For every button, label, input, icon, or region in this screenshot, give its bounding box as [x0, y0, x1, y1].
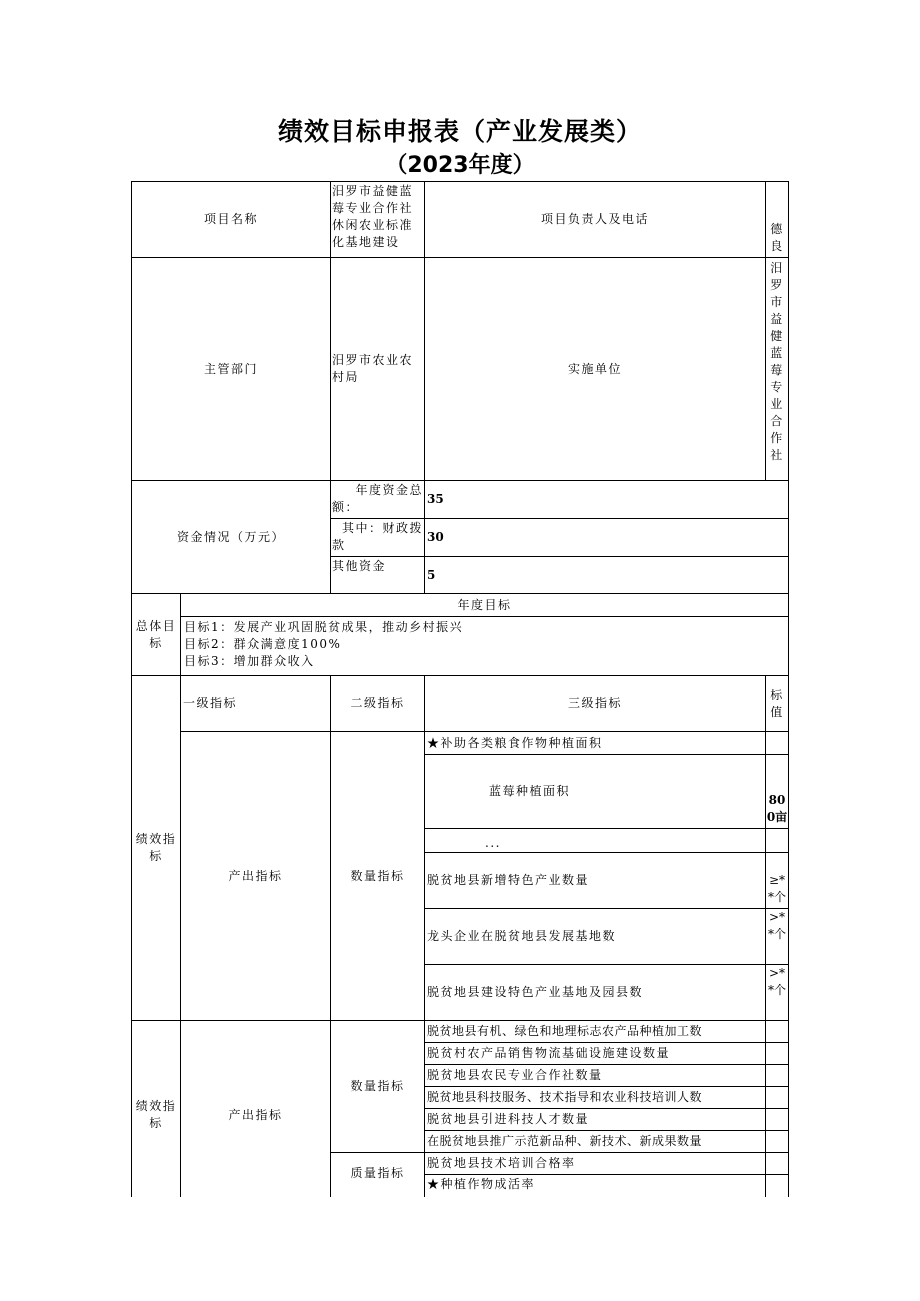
level2-quantity-2: 数量指标: [330, 1020, 425, 1153]
impl-value: 汨罗市益健蓝莓专业合作社: [765, 257, 789, 481]
funds-total-number: 35: [427, 492, 444, 506]
p1-row-1-value: [765, 731, 789, 755]
dept-label: 主管部门: [131, 257, 331, 481]
project-name-label: 项目名称: [131, 181, 331, 258]
level2-quantity-1: 数量指标: [330, 731, 425, 1021]
goal-2-key: 目标2：: [184, 637, 234, 651]
funds-fiscal-number: 30: [427, 530, 444, 544]
p2-quality-row-1-value: [765, 1152, 789, 1175]
funds-total-label: 年度资金总额：: [330, 480, 425, 519]
p2-row-2-value: [765, 1042, 789, 1065]
p2-row-6-value: [765, 1130, 789, 1153]
goal-3-key: 目标3：: [184, 654, 234, 668]
p1-row-4-text: 脱贫地县新增特色产业数量: [424, 852, 766, 909]
col-level1-header: 一级指标: [180, 675, 331, 732]
goals-list: [180, 616, 789, 676]
p1-row-3-value: [765, 828, 789, 853]
funds-other-number: 5: [427, 567, 436, 582]
goal-2-text: 群众满意度100%: [233, 637, 342, 651]
p1-row-5-text: 龙头企业在脱贫地县发展基地数: [424, 908, 766, 965]
funds-label: 资金情况（万元）: [131, 480, 331, 594]
perf-label-2: 绩效指标: [131, 1020, 181, 1210]
p2-row-6-text: 在脱贫地县推广示范新品种、新技术、新成果数量: [424, 1130, 766, 1153]
level1-output-1: 产出指标: [180, 731, 331, 1021]
col-level2-header: 二级指标: [330, 675, 425, 732]
p2-quality-row-2-text: ★种植作物成活率: [424, 1174, 766, 1210]
p2-row-3-value: [765, 1064, 789, 1087]
goal-3: [184, 653, 785, 670]
goal-1-text: 发展产业巩固脱贫成果，推动乡村振兴: [233, 620, 464, 634]
funds-fiscal-label: 其中：财政拨款: [330, 518, 425, 557]
p2-row-4-text: 脱贫地县科技服务、技术指导和农业科技培训人数: [424, 1086, 766, 1109]
p1-row-3-text: ...: [424, 828, 766, 853]
goal-3-text: 增加群众收入: [233, 654, 315, 668]
p2-row-1-text: 脱贫地县有机、绿色和地理标志农产品种植加工数: [424, 1020, 766, 1043]
p1-row-5-value: >**个: [765, 908, 789, 965]
funds-fiscal-value: [424, 518, 789, 557]
goal-1: [184, 619, 785, 636]
funds-other-value: [424, 556, 789, 594]
p1-row-6-text: 脱贫地县建设特色产业基地及园县数: [424, 964, 766, 1021]
dept-value: 汨罗市农业农村局: [330, 257, 425, 481]
p1-row-6-value: >**个: [765, 964, 789, 1021]
page-bottom-margin: [0, 1197, 920, 1301]
col-level3-header: 三级指标: [424, 675, 766, 732]
perf-label-1: 绩效指标: [131, 675, 181, 1021]
p2-row-4-value: [765, 1086, 789, 1109]
funds-total-value: [424, 480, 789, 519]
document-title: 绩效目标申报表（产业发展类）: [277, 117, 642, 146]
overall-label: 总体目标: [131, 593, 181, 676]
p2-row-2-text: 脱贫村农产品销售物流基础设施建设数量: [424, 1042, 766, 1065]
funds-other-label: 其他资金: [330, 556, 425, 594]
impl-label: 实施单位: [424, 257, 766, 481]
p1-row-4-value: ≥**个: [765, 852, 789, 909]
p1-row-1-text: ★补助各类粮食作物种植面积: [424, 731, 766, 755]
level2-quality: 质量指标: [330, 1152, 425, 1210]
owner-label: 项目负责人及电话: [424, 181, 766, 258]
p1-row-2-text: 蓝莓种植面积: [424, 754, 766, 829]
col-value-header: 标值: [765, 675, 789, 732]
p1-row-2-value: 800亩: [765, 754, 789, 829]
p2-quality-row-1-text: 脱贫地县技术培训合格率: [424, 1152, 766, 1175]
p2-row-1-value: [765, 1020, 789, 1043]
goal-1-key: 目标1：: [184, 620, 234, 634]
document-subtitle: （2023年度）: [385, 153, 535, 178]
p2-row-5-text: 脱贫地县引进科技人才数量: [424, 1108, 766, 1131]
owner-value: 德良: [765, 181, 789, 258]
goal-2: [184, 636, 785, 653]
p2-row-3-text: 脱贫地县农民专业合作社数量: [424, 1064, 766, 1087]
project-name-value: 汨罗市益健蓝莓专业合作社休闲农业标准化基地建设: [330, 181, 425, 258]
p2-row-5-value: [765, 1108, 789, 1131]
annual-goal-label: 年度目标: [180, 593, 789, 617]
level1-output-2: 产出指标: [180, 1020, 331, 1210]
